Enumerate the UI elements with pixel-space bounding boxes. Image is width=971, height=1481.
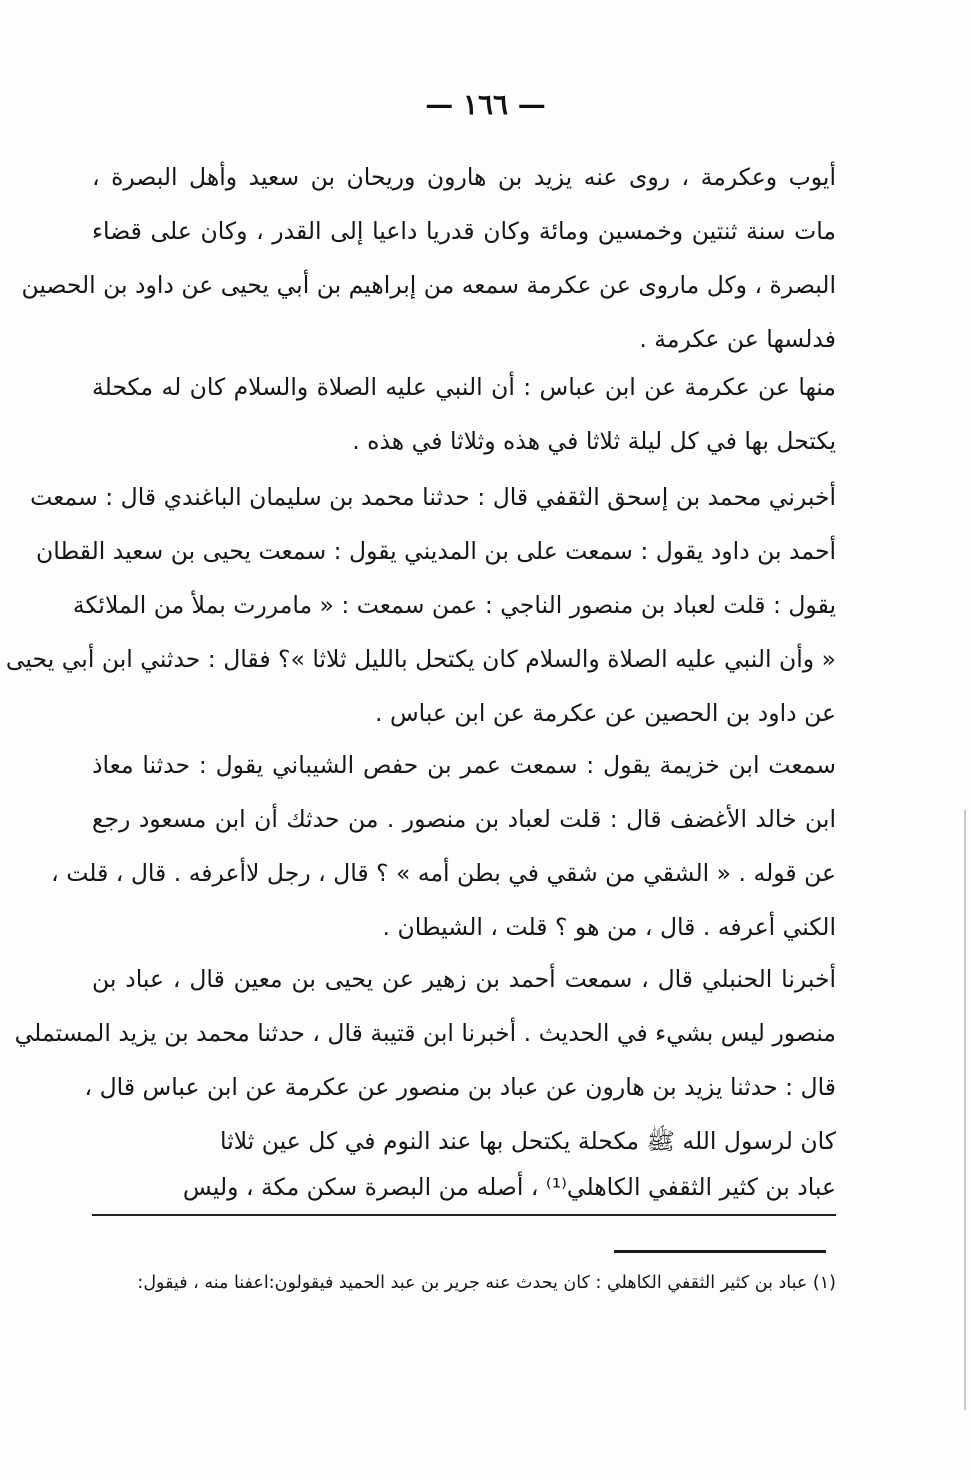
paragraph-6 (92, 1160, 836, 1216)
text-line: البصرة ، وكل ماروى عن عكرمة سمعه من إبراهيم بن أبي يحيى عن داود بن الحصين (21, 271, 836, 299)
text-line: الكني أعرفه . قال ، من هو ؟ قلت ، الشيطان . (382, 913, 836, 941)
text-line: أيوب وعكرمة ، روى عنه يزيد بن هارون وريحان بن سعيد وأهل البصرة ، (92, 163, 836, 191)
footnote-separator (614, 1250, 826, 1253)
text-line: عن قوله . « الشقي من شقي في بطن أمه » ؟ قال ، رجل لاأعرفه . قال ، قلت ، (51, 859, 836, 887)
page-number: — ١٦٦ — (425, 88, 546, 121)
text-line: منها عن عكرمة عن ابن عباس : أن النبي عليه الصلاة والسلام كان له مكحلة (92, 373, 836, 401)
text-line: يقول : قلت لعباد بن منصور الناجي : عمن سمعت : « مامررت بملأ من الملائكة (72, 591, 836, 619)
paragraph-2 (92, 360, 836, 468)
text-line: كان لرسول الله ﷺ مكحلة يكتحل بها عند النوم في كل عين ثلاثا (220, 1127, 836, 1155)
text-line: فدلسها عن عكرمة . (639, 325, 836, 353)
text-line: منصور ليس بشيء في الحديث . أخبرنا ابن قتيبة قال ، حدثنا محمد بن يزيد المستملي (14, 1019, 836, 1047)
text-line: « وأن النبي عليه الصلاة والسلام كان يكتحل بالليل ثلاثا »؟ فقال : حدثني ابن أبي يحيى (5, 645, 836, 673)
text-line: مات سنة ثنتين وخمسين ومائة وكان قدريا داعيا إلى القدر ، وكان على قضاء (92, 217, 836, 245)
paragraph-5 (14, 952, 836, 1168)
scan-edge-line (964, 810, 966, 1410)
text-line: أخبرني محمد بن إسحق الثقفي قال : حدثنا محمد بن سليمان الباغندي قال : سمعت (30, 483, 836, 511)
footnote: (١) عباد بن كثير الثقفي الكاهلي : كان يحدث عنه جرير بن عبد الحميد فيقولون:اعفنا منه ، فيقول: (137, 1273, 836, 1293)
text-line: أخبرنا الحنبلي قال ، سمعت أحمد بن زهير عن يحيى بن معين قال ، عباد بن (92, 965, 836, 993)
paragraph-3 (5, 470, 836, 740)
text-line: ابن خالد الأغضف قال : قلت لعباد بن منصور . من حدثك أن ابن مسعود رجع (92, 805, 836, 833)
paragraph-1 (21, 150, 836, 366)
text-line: أحمد بن داود يقول : سمعت على بن المديني يقول : سمعت يحيى بن سعيد القطان (36, 537, 836, 565)
text-line: سمعت ابن خزيمة يقول : سمعت عمر بن حفص الشيباني يقول : حدثنا معاذ (92, 751, 836, 779)
text-line: يكتحل بها في كل ليلة ثلاثا في هذه وثلاثا في هذه . (352, 427, 836, 455)
paragraph-4 (51, 738, 836, 954)
text-line: عباد بن كثير الثقفي الكاهلي⁽¹⁾ ، أصله من البصرة سكن مكة ، وليس (92, 1160, 836, 1216)
text-line: عن داود بن الحصين عن عكرمة عن ابن عباس . (375, 699, 836, 727)
text-line: قال : حدثنا يزيد بن هارون عن عباد بن منصور عن عكرمة عن ابن عباس قال ، (84, 1073, 836, 1101)
